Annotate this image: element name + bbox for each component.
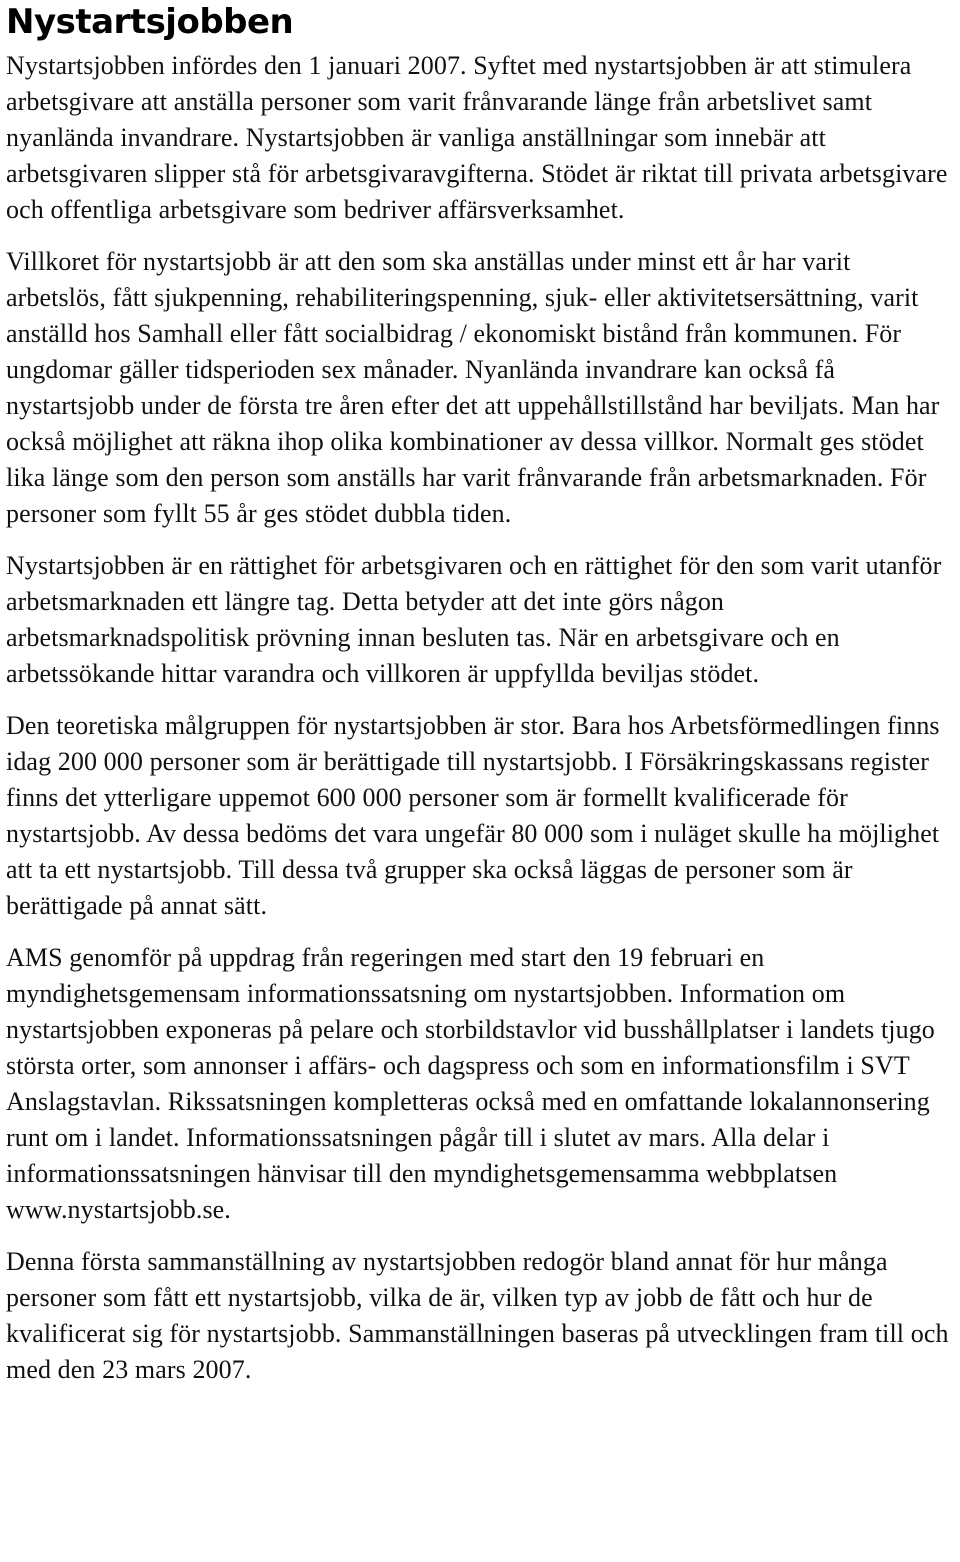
page-title: Nystartsjobben	[6, 2, 294, 42]
paragraph-information-campaign: AMS genomför på uppdrag från regeringen med start den 19 februari en myndighetsgemensam informationssatsning om nystartsjobben. Information om nystartsjobben exponeras på pelare och storbildstavlor vid busshållplatser i landets tjugo största orter, som annonser i affärs- och dagspress och som en informationsfilm i SVT Anslagstavlan. Rikssatsningen kompletteras också med en omfattande lokalannonsering runt om i landet. Informationssatsningen pågår till i slutet av mars. Alla delar i informationssatsningen hänvisar till den myndighetsgemensamma webbplatsen www.nystartsjobb.se.	[6, 943, 935, 1224]
paragraph-target-group: Den teoretiska målgruppen för nystartsjobben är stor. Bara hos Arbetsförmedlingen finns idag 200 000 personer som är berättigade till nystartsjobb. I Försäkringskassans register finns det ytterligare uppemot 600 000 personer som är formellt kvalificerade för nystartsjobb. Av dessa bedöms det vara ungefär 80 000 som i nuläget skulle ha möjlighet att ta ett nystartsjobb. Till dessa två grupper ska också läggas de personer som är berättigade på annat sätt.	[6, 711, 940, 920]
paragraph-summary: Denna första sammanställning av nystartsjobben redogör bland annat för hur många personer som fått ett nystartsjobb, vilka de är, vilken typ av jobb de fått och hur de kvalificerat sig för nystartsjobb. Sammanställningen baseras på utvecklingen fram till och med den 23 mars 2007.	[6, 1247, 949, 1384]
paragraph-intro: Nystartsjobben infördes den 1 januari 2007. Syftet med nystartsjobben är att stimulera arbetsgivare att anställa personer som varit frånvarande länge från arbetslivet samt nyanlända invandrare. Nystartsjobben är vanliga anställningar som innebär att arbetsgivaren slipper stå för arbetsgivaravgifterna. Stödet är riktat till privata arbetsgivare och offentliga arbetsgivare som bedriver affärsverksamhet.	[6, 51, 948, 224]
paragraph-conditions: Villkoret för nystartsjobb är att den som ska anställas under minst ett år har varit arbetslös, fått sjukpenning, rehabiliteringspenning, sjuk- eller aktivitetsersättning, varit anställd hos Samhall eller fått socialbidrag / ekonomiskt bistånd från kommunen. För ungdomar gäller tidsperioden sex månader. Nyanlända invandrare kan också få nystartsjobb under de första tre åren efter det att uppehållstillstånd har beviljats. Man har också möjlighet att räkna ihop olika kombinationer av dessa villkor. Normalt ges stödet lika länge som den person som anställs har varit frånvarande från arbetsmarknaden. För personer som fyllt 55 år ges stödet dubbla tiden.	[6, 247, 940, 528]
document-page	[6, 0, 956, 1404]
paragraph-rights: Nystartsjobben är en rättighet för arbetsgivaren och en rättighet för den som varit utanför arbetsmarknaden ett längre tag. Detta betyder att det inte görs någon arbetsmarknadspolitisk prövning innan besluten tas. När en arbetsgivare och en arbetssökande hittar varandra och villkoren är uppfyllda beviljas stödet.	[6, 551, 942, 688]
